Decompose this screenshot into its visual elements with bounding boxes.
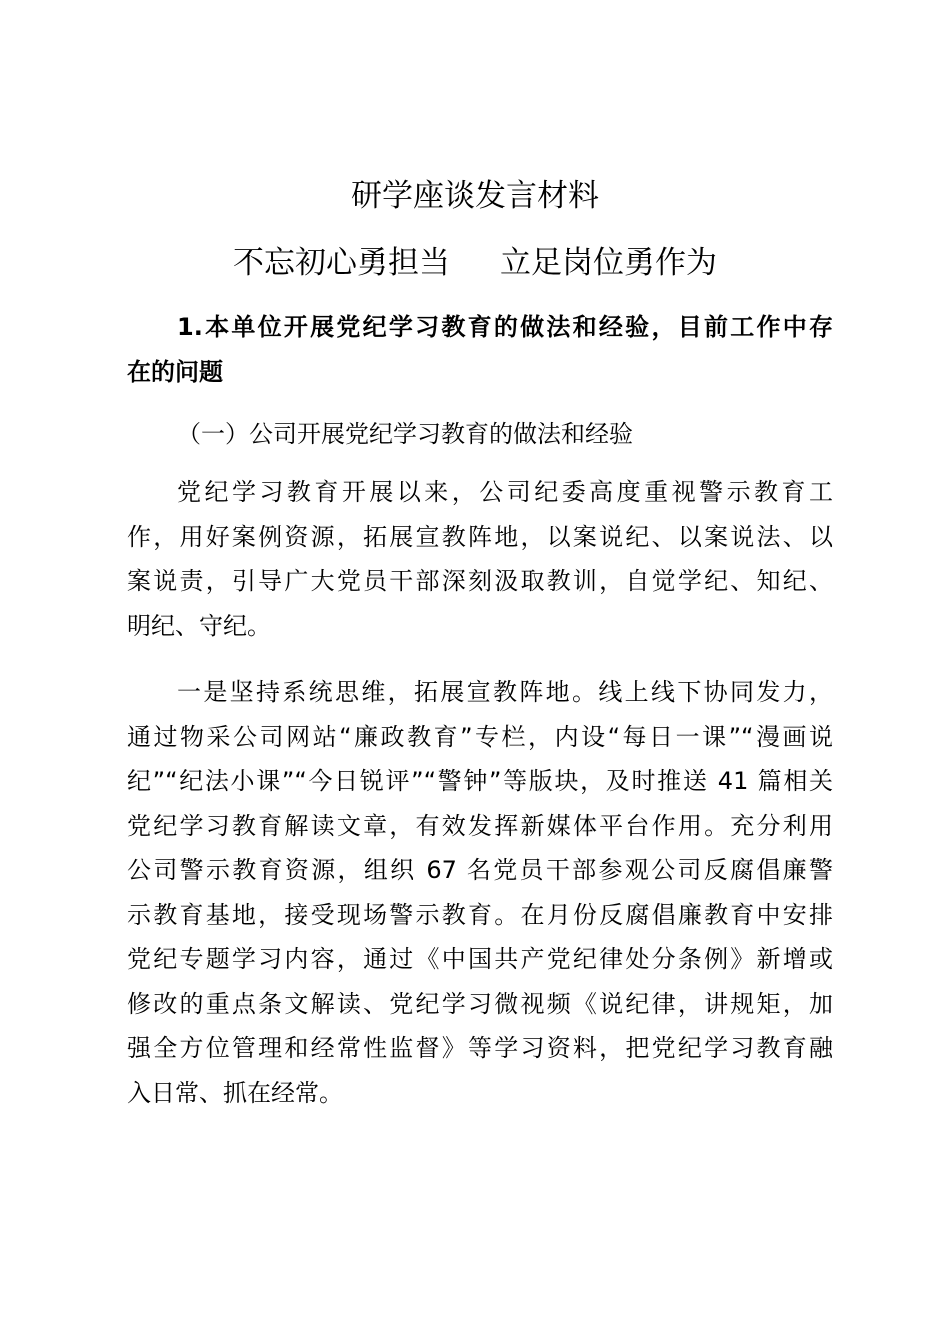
- subheading-line: （一）公司开展党纪学习教育的做法和经验: [177, 420, 633, 448]
- subtitle-left: 不忘初心勇担当: [233, 245, 450, 281]
- paragraph-line: 一是坚持系统思维，拓展宣教阵地。线上线下协同发力，: [177, 678, 833, 706]
- paragraph-line: 明纪、守纪。: [127, 611, 271, 640]
- subtitle-right: 立足岗位勇作为: [500, 245, 717, 281]
- paragraph-line: 案说责，引导广大党员干部深刻汲取教训，自觉学纪、知纪、: [127, 567, 833, 595]
- document-title: 研学座谈发言材料: [351, 178, 599, 214]
- heading-line: 1.本单位开展党纪学习教育的做法和经验，目前工作中存: [177, 313, 833, 341]
- paragraph-line: 入日常、抓在经常。: [127, 1078, 343, 1107]
- paragraph-line: 示教育基地，接受现场警示教育。在月份反腐倡廉教育中安排: [127, 900, 833, 929]
- paragraph-line: 修改的重点条文解读、党纪学习微视频《说纪律，讲规矩，加: [127, 989, 833, 1018]
- heading-line: 在的问题: [127, 358, 223, 386]
- paragraph-line: 党纪学习教育解读文章，有效发挥新媒体平台作用。充分利用: [127, 811, 833, 840]
- paragraph-line: 党纪学习教育开展以来，公司纪委高度重视警示教育工: [177, 478, 833, 506]
- paragraph-line: 作，用好案例资源，拓展宣教阵地，以案说纪、以案说法、以: [127, 522, 833, 551]
- section-heading: [127, 305, 833, 395]
- paragraph-intro: [127, 470, 833, 648]
- paragraph-line: 纪”“纪法小课”“今日锐评”“警钟”等版块，及时推送 41 篇相关: [127, 767, 833, 795]
- paragraph-line: 强全方位管理和经常性监督》等学习资料，把党纪学习教育融: [127, 1034, 833, 1062]
- subsection-heading: [127, 412, 833, 457]
- paragraph-line: 公司警示教育资源，组织 67 名党员干部参观公司反腐倡廉警: [127, 856, 833, 884]
- paragraph-line: 通过物采公司网站“廉政教育”专栏，内设“每日一课”“漫画说: [127, 722, 833, 751]
- paragraph-system-thinking: [127, 670, 833, 1115]
- paragraph-line: 党纪专题学习内容，通过《中国共产党纪律处分条例》新增或: [127, 945, 833, 973]
- document-subtitle: [0, 243, 950, 283]
